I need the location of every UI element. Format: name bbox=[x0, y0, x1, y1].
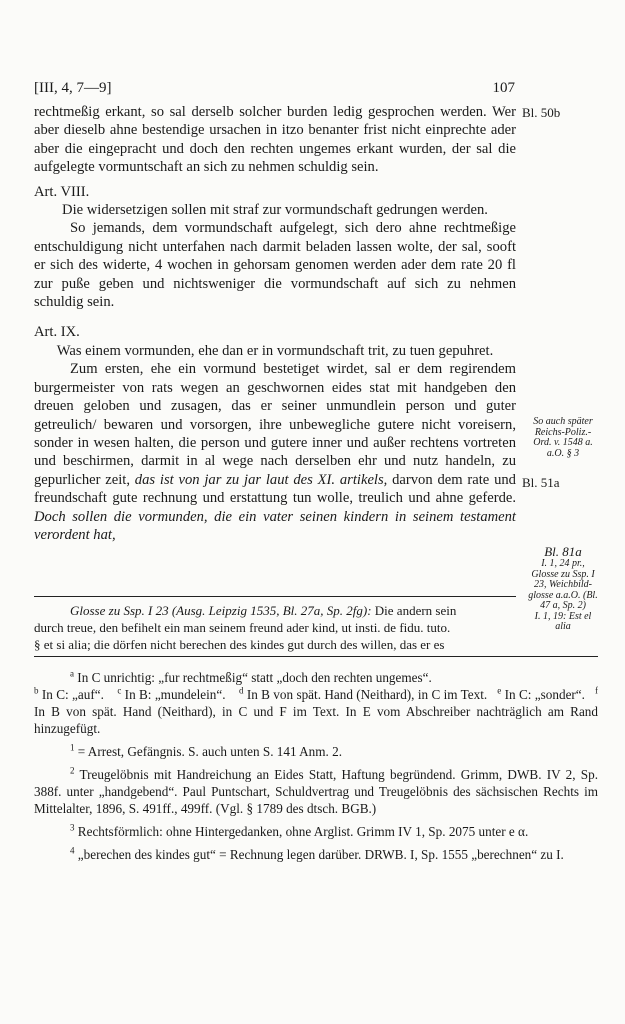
sidenote-line: a.O. § 3 bbox=[546, 447, 580, 459]
running-header bbox=[34, 80, 515, 97]
main-text bbox=[34, 103, 516, 544]
note-text: Rechtsförmlich: ohne Hintergedanken, ohne Arglist. Grimm IV 1, Sp. 2075 unter e α. bbox=[77, 824, 529, 839]
footnote-rule bbox=[34, 656, 598, 657]
sidenote-glosse bbox=[520, 545, 606, 633]
article-9-heading: Was einem vormunden, ehe dan er in vormundschaft trit, zu tuen gepuhret. bbox=[56, 342, 494, 359]
page-number: 107 bbox=[492, 80, 515, 96]
gloss-line: durch treue, den befihelt ein man seinem freund ader kind, ut insti. de fidu. tuto. bbox=[34, 620, 451, 635]
note-text: In B: „mundelein“. bbox=[124, 687, 226, 702]
footnote-3: $^3$ Rechtsförmlich: ohne Hintergedanken, ohne Arglist. Grimm IV 1, Sp. 2075 unter e α. bbox=[70, 822, 529, 839]
paragraph-continuation: rechtmeßig erkant, so sal derselb solcher burden ledig gesprochen werden. Wer aber dieselb ahne bestendige ursachen in itzo benanter frist nicht einprechte ader aber die eingepracht und doch den rechten ungemes erkant wurden, der sal die aufgelegte vormuntschaft an sich zu nehmen schuldig sein. bbox=[34, 104, 516, 176]
sidenote-line: Glosse zu Ssp. I bbox=[531, 568, 595, 580]
variant-note-a: $^a$ In C unrichtig: „fur rechtmeßig“ statt „doch den rechten ungemes“. bbox=[70, 668, 432, 685]
sidenote-line: So auch später bbox=[533, 416, 593, 427]
sidenote-reichspolizei bbox=[520, 417, 606, 459]
article-9-text-a: Zum ersten, ehe ein vormund bestetiget wirdet, sal er dem regirendem burgermeister von rats wegen an geschwornen eides stat mit handgeben den dreuen geloben und zusagen, das er seiner unmundlein person und guter getreulich/ bewaren und vorsorgen, ihre unbewegliche gutere nicht voreisern, sonder in wesen halten, die person und gutere inner und außer rechtens vortreten und beschirmen, darmit in al wege nach derselben ehr und nutz handeln, zu gepurlicher zeit, bbox=[34, 361, 516, 488]
article-8-heading: Die widersetzigen sollen mit straf zur vormundschaft gedrungen werden. bbox=[62, 202, 488, 219]
note-text: Treugelöbnis mit Handreichung an Eides Statt, Haftung begründend. Grimm, DWB. IV 2, Sp. 388f. unter „handgebend“. Paul Puntschart, Schuldvertrag und Treugelöbnis des sächsischen Rechts im Mittelalter, 1896, S. 491ff., 499ff. (Vgl. § 1789 des dtsch. BGB.) bbox=[34, 767, 598, 816]
footnotes bbox=[34, 669, 598, 863]
article-9-text bbox=[34, 360, 516, 544]
article-9-title: Art. IX. bbox=[34, 324, 80, 341]
article-8-text: So jemands, dem vormundschaft aufgelegt, sich dero ahne rechtmeßige entschuldigung nicht unterfahen nach darmit beladen lassen wolte, der sal, sooft er sich des widerte, 4 wochen in gehorsam genomen werden ader dem rate 20 fl zur puße geben und nichtsweniger die vormundschaft auf sich zu nehmen schuldig sein. bbox=[34, 220, 516, 311]
note-text: In B von spät. Hand (Neithard), in C im Text. bbox=[246, 687, 488, 702]
footnote-1: $^1$ = Arrest, Gefängnis. S. auch unten S. 141 Anm. 2. bbox=[70, 742, 342, 759]
article-9-text-b: darvon dem rate und freundschaft gute rechnung und erstattung tun wolle, treulich und ahne geferde. bbox=[34, 471, 516, 507]
note-text: In C: „sonder“. bbox=[504, 687, 585, 702]
sidenote-line: Ord. v. 1548 a. bbox=[533, 437, 593, 448]
gloss-label: Glosse zu Ssp. I 23 (Ausg. Leipzig 1535, Bl. 27a, Sp. 2fg): bbox=[70, 603, 372, 618]
article-8-title: Art. VIII. bbox=[34, 183, 90, 200]
note-text: In C unrichtig: „fur rechtmeßig“ statt „doch den rechten ungemes“. bbox=[77, 670, 432, 685]
sidenote-line: Reichs-Poliz.- bbox=[534, 426, 592, 438]
sidenote-line: I. 1, 24 pr., bbox=[541, 558, 585, 569]
sidenote-bl50b: Bl. 50b bbox=[522, 105, 561, 120]
section-reference: [III, 4, 7—9] bbox=[34, 80, 112, 96]
gloss-rule bbox=[34, 596, 516, 597]
sidenote-line: I. 1, 19: Est el bbox=[534, 610, 592, 622]
article-9-italic-a: das ist von jar zu jar laut des XI. artikels, bbox=[134, 471, 388, 488]
article-9-italic-b: Doch sollen die vormunden, die ein vater seinen kindern in seinem testament verordent hat, bbox=[34, 508, 516, 543]
sidenote-line: 47 a, Sp. 2) bbox=[540, 600, 586, 611]
note-text: In C: „auf“. bbox=[41, 687, 104, 702]
gloss-line: § et si alia; die dörfen nicht berechen des kindes gut durch des willen, das er es bbox=[34, 637, 445, 652]
sidenote-bl51a: Bl. 51a bbox=[522, 475, 560, 490]
gloss-line bbox=[34, 602, 516, 619]
sidenote-line: glosse a.a.O. (Bl. bbox=[528, 589, 598, 601]
note-text: In B von spät. Hand (Neithard), in C und F im Text. In E vom Abschreiber nachträglich am Rand hinzugefügt. bbox=[34, 704, 598, 736]
sidenote-line: alia bbox=[555, 621, 571, 632]
variant-notes-bcd: $^b$ In C: „auf“. $^c$ In B: „mundelein“. $^d$ In B von spät. Hand (Neithard), in C im Text. $^e$ In C: „sonder“. $^f$ In B von spät. Hand (Neithard), in C und F im Text. In E vom Abschreiber nachträglich am Rand hinzugefügt. bbox=[34, 685, 599, 736]
sidenote-bl81a: Bl. 81a bbox=[544, 544, 582, 559]
gloss-text: Die andern sein bbox=[371, 603, 457, 618]
footnote-2: $^2$ Treugelöbnis mit Handreichung an Eides Statt, Haftung begründend. Grimm, DWB. IV 2, Sp. 388f. unter „handgebend“. Paul Puntschart, Schuldvertrag und Treugelöbnis des sächsischen Rechts im Mittelalter, 1896, S. 491ff., 499ff. (Vgl. § 1789 des dtsch. BGB.) bbox=[34, 765, 598, 816]
note-text: = Arrest, Gefängnis. S. auch unten S. 141 Anm. 2. bbox=[77, 744, 342, 759]
note-text: „berechen des kindes gut“ = Rechnung legen darüber. DRWB. I, Sp. 1555 „berechnen“ zu I. bbox=[77, 847, 564, 862]
gloss-block bbox=[34, 602, 516, 653]
footnote-4: $^4$ „berechen des kindes gut“ = Rechnung legen darüber. DRWB. I, Sp. 1555 „berechnen“ zu I. bbox=[70, 845, 564, 862]
sidenote-line: 23, Weichbild- bbox=[534, 579, 592, 590]
